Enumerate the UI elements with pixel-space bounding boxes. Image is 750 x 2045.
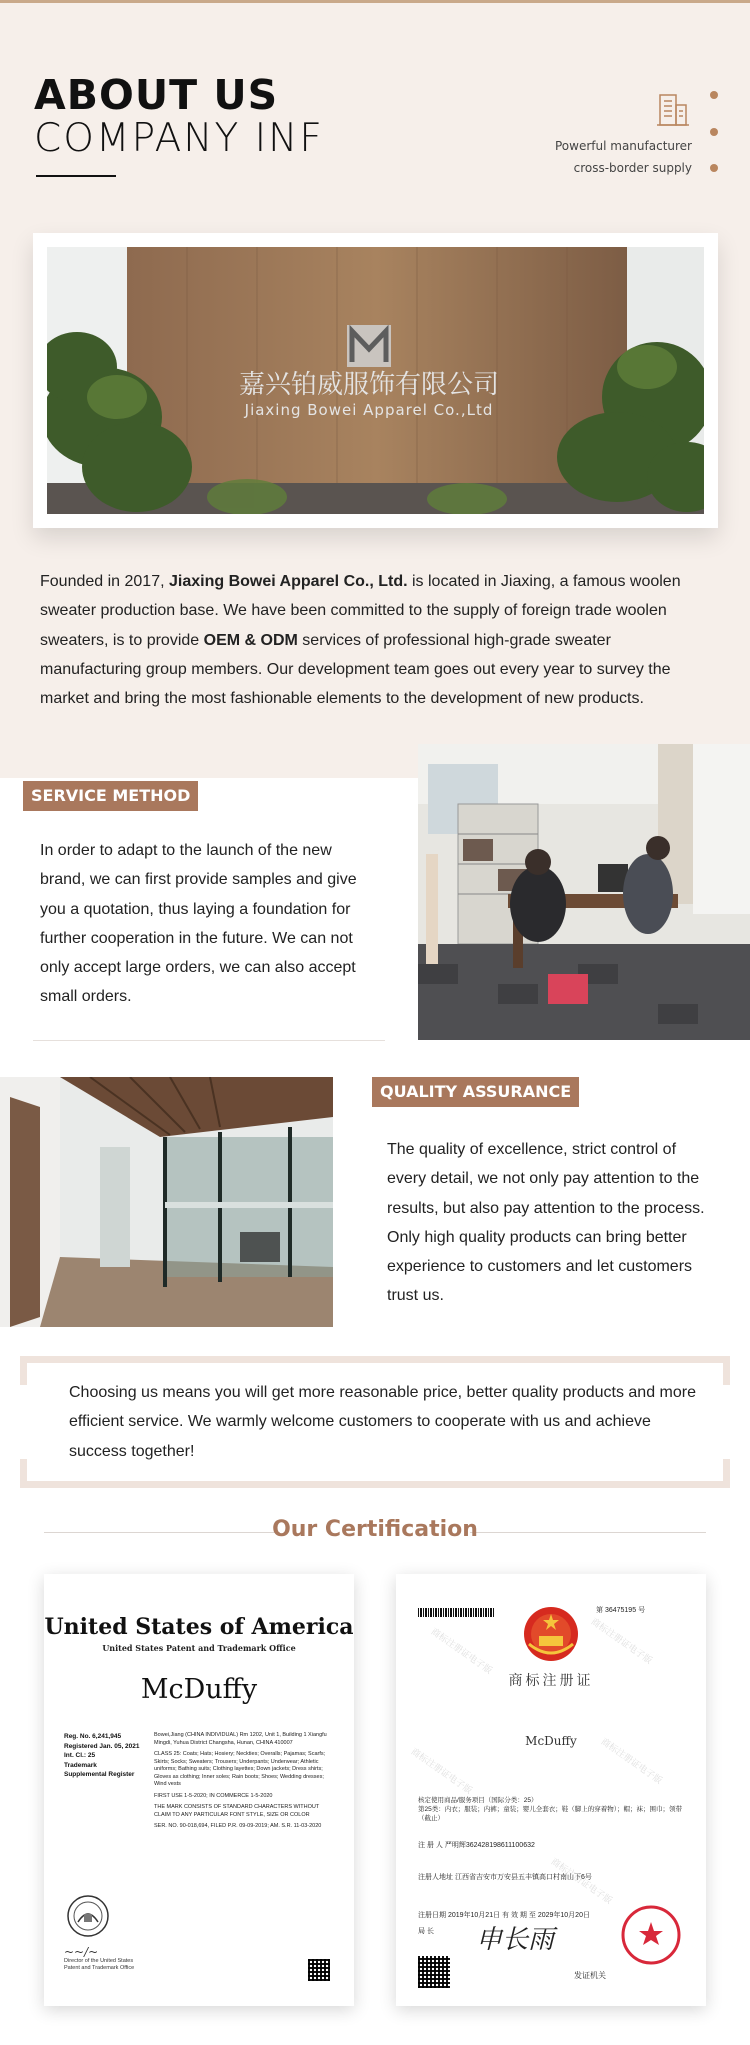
cn-watermark: 商标注册证电子版 (428, 1626, 494, 1677)
us-cert-mark: McDuffy (140, 1674, 258, 1705)
box-corner (723, 1459, 730, 1481)
cn-director-signature: 申长雨 (476, 1925, 555, 1955)
us-registered-date: Registered Jan. 05, 2021 (64, 1742, 140, 1750)
us-int-class: Int. Cl.: 25 (64, 1752, 96, 1759)
box-corner (20, 1459, 27, 1481)
cn-watermark: 商标注册证电子版 (548, 1856, 614, 1907)
decor-dot (710, 128, 718, 136)
office-building-icon (656, 91, 690, 127)
cn-cert-scope (418, 1796, 688, 1823)
us-signer-line-2: Patent and Trademark Office (64, 1965, 135, 1971)
us-classes: CLASS 25: Coats; Hats; Hosiery; Neckties; Overalls; Pajamas; Scarfs; Skirts; Socks; Sweaters; Trousers; Underpants; Underwear; Athletic uniforms; Bathing suits; Clothing layettes; Down jackets; Dress shirts; Gloves as clothing; Inner soles; Rain boots; Shoes; Wedding dresses; Wind vests (154, 1751, 326, 1787)
about-subtitle: COMPANY INF (34, 116, 324, 161)
us-serial-no: SER. NO. 90-018,694, FILED P.R. 09-09-2019; AM. S.R. 11-03-2020 (154, 1823, 322, 1829)
cn-number-label: 第 (596, 1607, 603, 1614)
box-top-border (20, 1356, 730, 1363)
box-corner (723, 1363, 730, 1385)
about-text-2: is located in Jiaxing, a famous woolen sweater production base. We have been committed to the supply of foreign trade woolen sweaters, is to provide (40, 573, 681, 649)
us-reg-no: Reg. No. 6,241,945 (64, 1733, 122, 1740)
tagline-supply: cross-border supply (573, 161, 692, 175)
section-divider (33, 1040, 385, 1041)
us-cert-registration (64, 1732, 140, 1780)
cn-cert-barcode (418, 1608, 494, 1617)
cn-issuing-authority: 发证机关 (574, 1971, 606, 1980)
us-first-use: FIRST USE 1-5-2020; IN COMMERCE 1-5-2020 (154, 1792, 273, 1799)
service-method-badge: SERVICE METHOD (23, 781, 198, 811)
office-corridor-photo (0, 1077, 333, 1327)
cn-scope: 核定使用商品/服务项目（国际分类：25） (418, 1797, 538, 1804)
about-text-1: Founded in 2017, (40, 573, 169, 590)
cn-watermark: 商标注册证电子版 (588, 1616, 654, 1667)
quality-assurance-text: The quality of excellence, strict control of every detail, we not only pay attention to the results, but also pay attention to the process. Only high quality products can bring better experience to customers and let customers trust us. (387, 1141, 705, 1305)
us-trademark-label: Trademark (64, 1761, 97, 1769)
decor-dot (710, 91, 718, 99)
us-trademark-certificate (44, 1574, 354, 2006)
us-cert-heading: United States of America (44, 1614, 354, 1640)
choose-us-box (20, 1356, 730, 1488)
us-cert-details (154, 1732, 334, 1831)
certification-title: Our Certification (272, 1517, 478, 1542)
us-register-type: Supplemental Register (64, 1771, 135, 1778)
about-title: ABOUT US (34, 71, 279, 119)
cn-cert-qr-code (418, 1956, 450, 1988)
cn-director-label: 局 长 (418, 1928, 434, 1935)
cn-cert-title: 商标注册证 (508, 1673, 594, 1689)
about-description (40, 567, 712, 713)
cn-cert-number (596, 1605, 645, 1615)
us-signer-line-1: Director of the United States (64, 1958, 134, 1964)
company-photo-frame (33, 233, 718, 528)
about-company-name: Jiaxing Bowei Apparel Co., Ltd. (169, 573, 408, 590)
choose-us-text: Choosing us means you will get more reasonable price, better quality products and more efficient service. We warmly welcome customers to cooperate with us and achieve success together! (69, 1384, 696, 1460)
sign-english-name: Jiaxing Bowei Apparel Co.,Ltd (244, 401, 494, 419)
us-cert-office: United States Patent and Trademark Office (102, 1643, 296, 1653)
decor-dot (710, 164, 718, 172)
us-standard-characters: THE MARK CONSISTS OF STANDARD CHARACTERS WITHOUT CLAIM TO ANY PARTICULAR FONT STYLE, SIZE OR COLOR (154, 1804, 320, 1818)
tagline-manufacturer: Powerful manufacturer (555, 139, 692, 153)
service-method-text: In order to adapt to the launch of the new brand, we can first provide samples and give you a quotation, thus laying a foundation for further cooperation in the future. We can not only accept large orders, we can also accept small orders. (40, 842, 357, 1006)
about-text-3: services of professional high-grade sweater manufacturing group members. Our development team goes out every year to survey the market and bring the most fashionable elements to the development of new products. (40, 631, 671, 708)
about-services: OEM & ODM (203, 631, 298, 649)
box-bottom-border (20, 1481, 730, 1488)
cn-registrant: 注 册 人 严明辉362428198611100632 (418, 1842, 535, 1849)
company-reception-photo (47, 247, 704, 514)
title-underline (36, 175, 116, 177)
office-meeting-photo (418, 744, 750, 1040)
cn-period: 注册日期 2019年10月21日 有 效 期 至 2029年10月20日 (418, 1912, 590, 1919)
cn-number-suffix: 号 (638, 1607, 646, 1614)
cn-trademark-certificate (396, 1574, 706, 2006)
us-cert-signature: ~~/~ Director of the United States Patent and Trademark Office (64, 1945, 135, 1971)
cn-watermark: 商标注册证电子版 (408, 1746, 474, 1797)
cn-number: 36475195 (604, 1607, 637, 1614)
cn-cert-mark: McDuffy (525, 1734, 577, 1748)
us-owner: Bowei,Jiang (CHINA INDIVIDUAL) Rm 1202, Unit 1, Building 1 Xiangfu Mingdi, Yuhua District Changsha, Hunan, CHINA 410007 (154, 1732, 327, 1746)
quality-assurance-badge: QUALITY ASSURANCE (372, 1077, 579, 1107)
us-cert-qr-code (308, 1959, 330, 1981)
uspto-seal-icon (66, 1894, 110, 1938)
box-corner (20, 1363, 27, 1385)
about-section (0, 3, 750, 778)
cn-watermark: 商标注册证电子版 (598, 1736, 664, 1787)
sign-chinese-name: 嘉兴铂威服饰有限公司 (238, 370, 500, 400)
cn-goods: 第25类：内衣；服装；内裤；童装；婴儿全套衣；鞋（脚上的穿着物）；帽；袜；围巾；领带（截止） (418, 1806, 682, 1822)
cn-address: 注册人地址 江西省吉安市万安县五丰镇高口村南山下6号 (418, 1874, 592, 1881)
official-red-seal-icon (620, 1904, 682, 1966)
national-emblem-icon (521, 1604, 581, 1664)
